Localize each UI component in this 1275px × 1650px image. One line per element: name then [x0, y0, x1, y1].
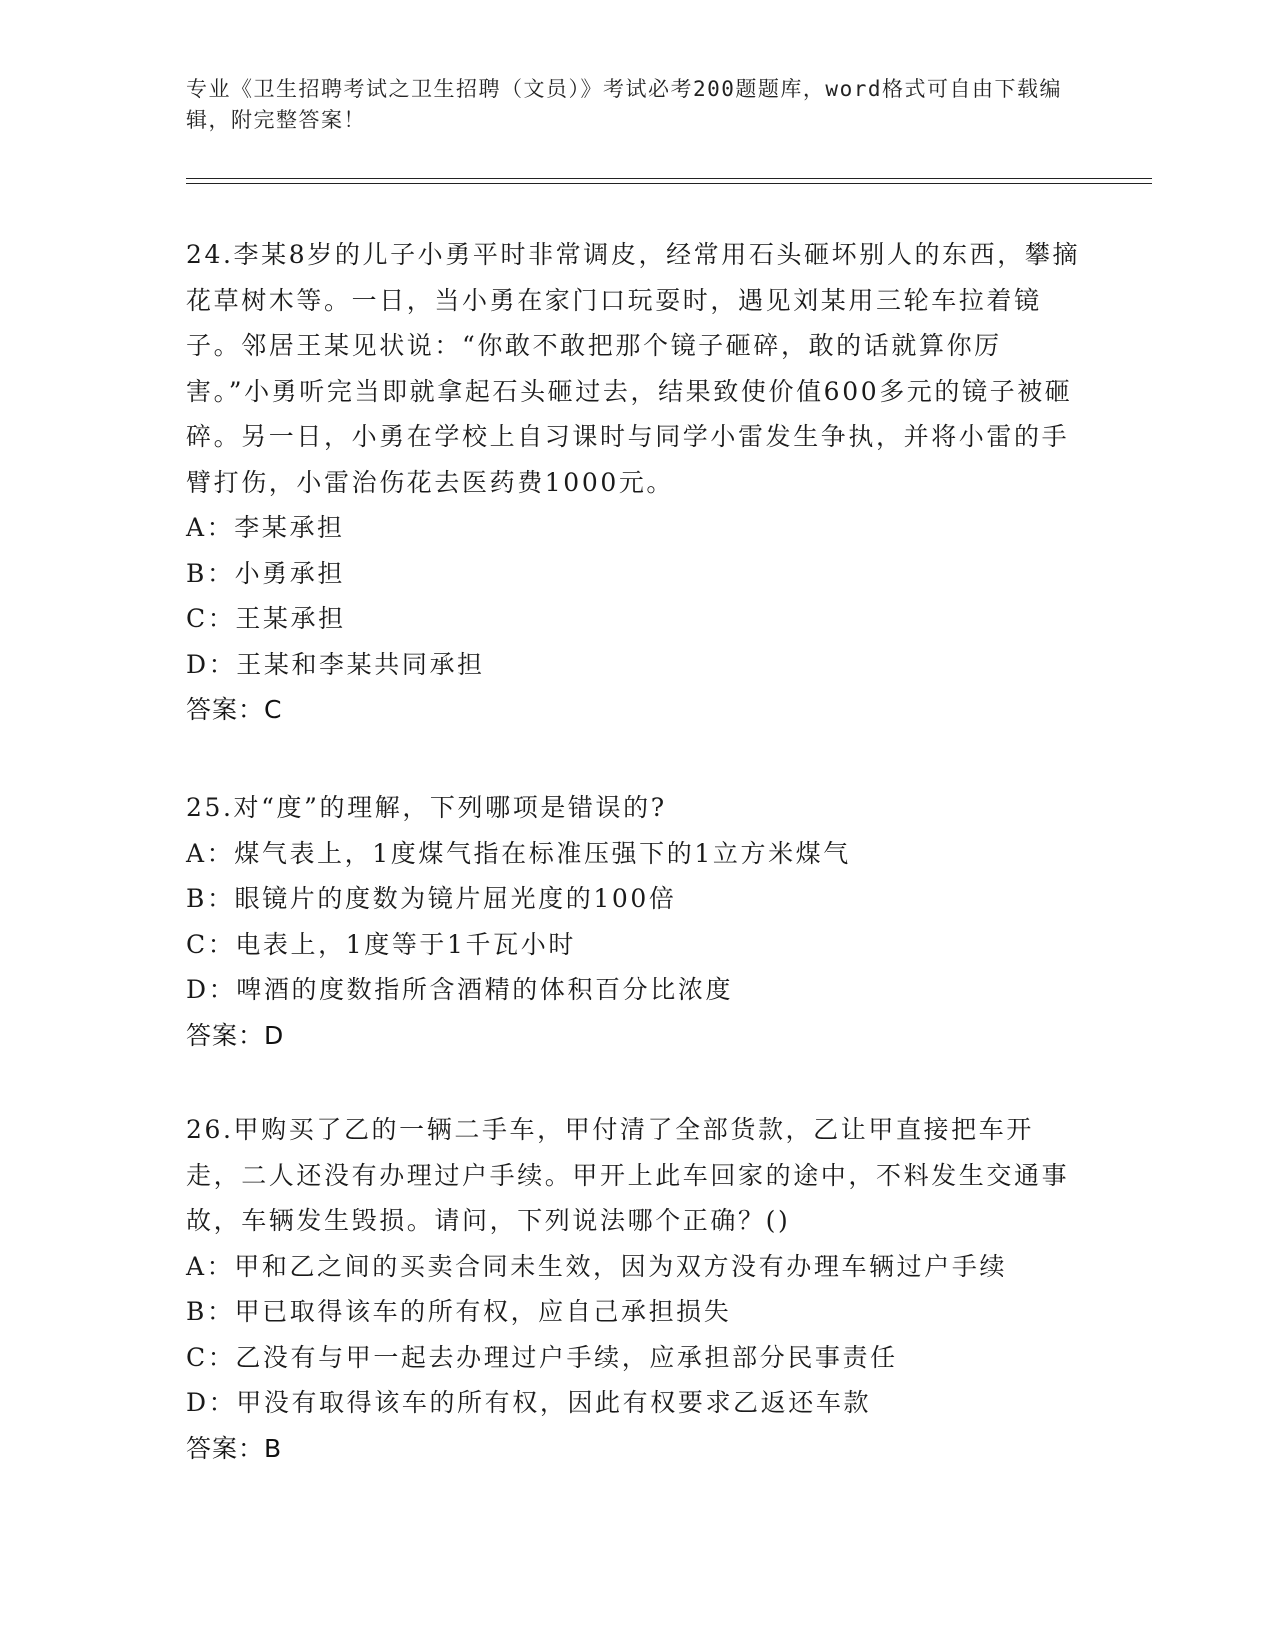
question-24 [186, 232, 1086, 733]
question-stem: 25.对“度”的理解，下列哪项是错误的? [186, 793, 667, 822]
answer-label: 答案：B [186, 1433, 283, 1463]
option-b: B：眼镜片的度数为镜片屈光度的100倍 [186, 884, 677, 913]
option-c: C：电表上，1度等于1千瓦小时 [186, 929, 576, 959]
option-d: D：甲没有取得该车的所有权，因此有权要求乙返还车款 [186, 1388, 872, 1417]
option-d: D：啤酒的度数指所含酒精的体积百分比浓度 [186, 975, 734, 1004]
answer-label: 答案：D [186, 1020, 285, 1050]
question-26 [186, 1107, 1086, 1471]
option-b: B：甲已取得该车的所有权，应自己承担损失 [186, 1297, 732, 1326]
question-stem: 26.甲购买了乙的一辆二手车，甲付清了全部货款，乙让甲直接把车开走，二人还没有办理过户手续。甲开上此车回家的途中，不料发生交通事故，车辆发生毁损。请问，下列说法哪个正确？() [186, 1115, 1070, 1235]
header-divider-bottom [186, 183, 1152, 184]
option-b: B：小勇承担 [186, 558, 345, 588]
question-stem: 24.李某8岁的儿子小勇平时非常调皮，经常用石头砸坏别人的东西，攀摘花草树木等。一日，当小勇在家门口玩耍时，遇见刘某用三轮车拉着镜子。邻居王某见状说：“你敢不敢把那个镜子砸碎，敢的话就算你厉害。”小勇听完当即就拿起石头砸过去，结果致使价值600多元的镜子被砸碎。另一日，小勇在学校上自习课时与同学小雷发生争执，并将小雷的手臂打伤，小雷治伤花去医药费1000元。 [186, 240, 1081, 497]
option-a: A：甲和乙之间的买卖合同未生效，因为双方没有办理车辆过户手续 [186, 1251, 1008, 1281]
option-a: A：李某承担 [186, 513, 345, 542]
question-25 [186, 785, 1086, 1058]
option-d: D：王某和李某共同承担 [186, 649, 485, 679]
header-divider-top [186, 178, 1152, 179]
option-a: A：煤气表上，1度煤气指在标准压强下的1立方米煤气 [186, 838, 851, 868]
page-header: 专业《卫生招聘考试之卫生招聘（文员）》考试必考200题题库，word格式可自由下载编辑，附完整答案！ [186, 77, 1062, 132]
answer-label: 答案：C [186, 695, 283, 724]
option-c: C：乙没有与甲一起去办理过户手续，应承担部分民事责任 [186, 1342, 898, 1372]
option-c: C：王某承担 [186, 604, 346, 633]
